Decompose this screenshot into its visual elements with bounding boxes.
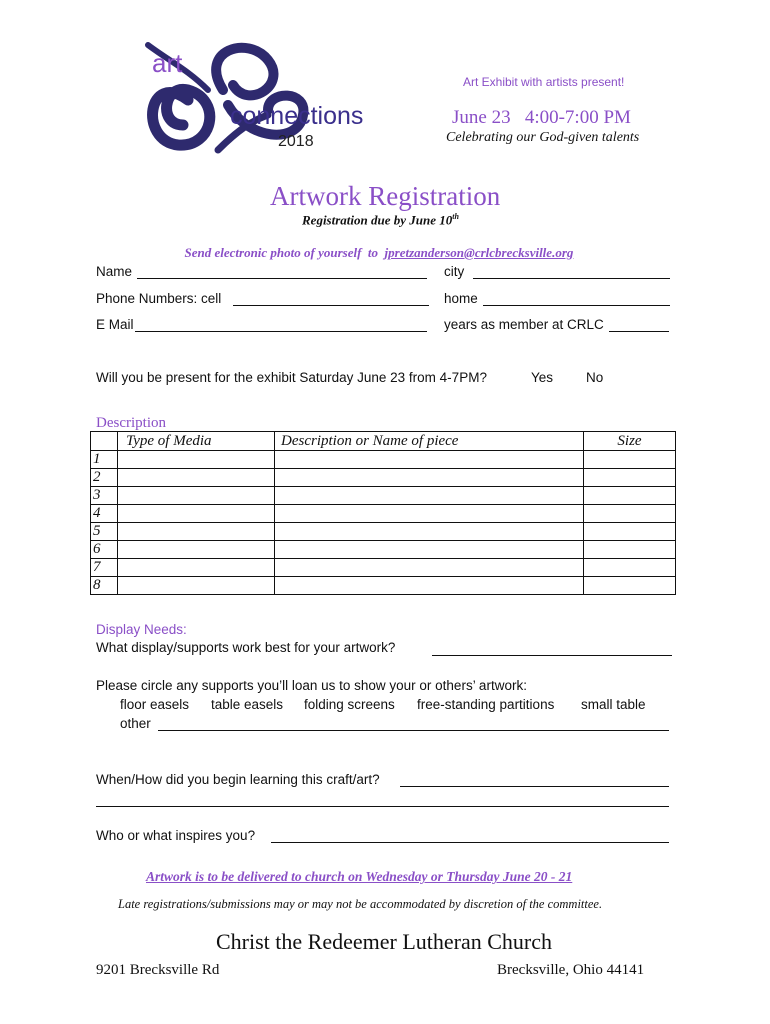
- church-city: Brecksville, Ohio 44141: [497, 962, 645, 978]
- description-cell[interactable]: [275, 469, 584, 487]
- when-question: When/How did you begin learning this craft/art?: [96, 772, 380, 787]
- page-title: Artwork Registration: [270, 181, 501, 211]
- no-option[interactable]: No: [586, 370, 604, 385]
- event-date: June 23 4:00-7:00 PM: [452, 107, 631, 128]
- size-cell[interactable]: [584, 469, 676, 487]
- due-sup: th: [452, 212, 459, 221]
- logo-word-art: art: [152, 48, 183, 78]
- description-table: [90, 431, 676, 595]
- header-type: Type of Media: [118, 432, 275, 451]
- type-cell[interactable]: [118, 505, 275, 523]
- row-number: 4: [91, 505, 118, 523]
- email-field[interactable]: [135, 317, 427, 332]
- size-cell[interactable]: [584, 451, 676, 469]
- yes-option[interactable]: Yes: [531, 370, 554, 385]
- due-date: [302, 212, 459, 228]
- type-cell[interactable]: [118, 451, 275, 469]
- display-answer-field[interactable]: [432, 641, 672, 656]
- size-cell[interactable]: [584, 523, 676, 541]
- type-cell[interactable]: [118, 577, 275, 595]
- tagline: Art Exhibit with artists present!: [463, 75, 625, 89]
- other-field[interactable]: [158, 716, 669, 731]
- when-field-line-2[interactable]: [96, 792, 669, 807]
- logo-year: 2018: [278, 133, 314, 150]
- description-cell[interactable]: [275, 505, 584, 523]
- row-number: 7: [91, 559, 118, 577]
- size-cell[interactable]: [584, 559, 676, 577]
- type-cell[interactable]: [118, 469, 275, 487]
- circle-question: Please circle any supports you’ll loan us to show your or others’ artwork:: [96, 678, 527, 693]
- display-question: What display/supports work best for your artwork?: [96, 640, 396, 655]
- header-size: Size: [584, 432, 676, 451]
- phone-cell-field[interactable]: [233, 291, 429, 306]
- logo-word-connections: connections: [230, 102, 364, 130]
- present-question: Will you be present for the exhibit Saturday June 23 from 4-7PM?: [96, 370, 487, 385]
- description-label: Description: [96, 415, 166, 431]
- description-cell[interactable]: [275, 451, 584, 469]
- support-table-easels[interactable]: table easels: [211, 697, 284, 712]
- phone-label: Phone Numbers: cell: [96, 291, 222, 306]
- type-cell[interactable]: [118, 559, 275, 577]
- late-notice: Late registrations/submissions may or may not be accommodated by discretion of the committee.: [118, 897, 603, 911]
- description-cell[interactable]: [275, 523, 584, 541]
- support-floor-easels[interactable]: floor easels: [120, 697, 190, 712]
- row-number: 1: [91, 451, 118, 469]
- support-folding-screens[interactable]: folding screens: [304, 697, 395, 712]
- support-partitions[interactable]: free-standing partitions: [417, 697, 555, 712]
- logo: [128, 30, 373, 165]
- table-row: [91, 451, 676, 469]
- table-row: [91, 523, 676, 541]
- type-cell[interactable]: [118, 523, 275, 541]
- row-number-header: [91, 432, 118, 451]
- support-small-table[interactable]: small table: [581, 697, 646, 712]
- church-name: Christ the Redeemer Lutheran Church: [216, 929, 553, 954]
- type-cell[interactable]: [118, 487, 275, 505]
- type-cell[interactable]: [118, 541, 275, 559]
- size-cell[interactable]: [584, 541, 676, 559]
- table-row: [91, 577, 676, 595]
- table-row: [91, 505, 676, 523]
- row-number: 5: [91, 523, 118, 541]
- table-row: [91, 541, 676, 559]
- years-field[interactable]: [609, 317, 669, 332]
- event-subtitle: Celebrating our God-given talents: [446, 130, 640, 145]
- other-label: other: [120, 716, 151, 731]
- send-text: Send electronic photo of yourself to: [184, 245, 385, 260]
- size-cell[interactable]: [584, 487, 676, 505]
- description-cell[interactable]: [275, 559, 584, 577]
- size-cell[interactable]: [584, 577, 676, 595]
- description-cell[interactable]: [275, 541, 584, 559]
- description-cell[interactable]: [275, 487, 584, 505]
- row-number: 8: [91, 577, 118, 595]
- send-photo-line: [178, 229, 573, 261]
- row-number: 6: [91, 541, 118, 559]
- size-cell[interactable]: [584, 505, 676, 523]
- row-number: 3: [91, 487, 118, 505]
- name-field[interactable]: [137, 264, 427, 279]
- who-question: Who or what inspires you?: [96, 828, 256, 843]
- due-text: Registration due by June 10: [302, 212, 453, 228]
- header-description: Description or Name of piece: [275, 432, 584, 451]
- table-row: [91, 559, 676, 577]
- row-number: 2: [91, 469, 118, 487]
- name-label: Name: [96, 264, 133, 279]
- city-field[interactable]: [473, 264, 670, 279]
- description-cell[interactable]: [275, 577, 584, 595]
- years-label: years as member at CRLC: [444, 317, 604, 332]
- email-link[interactable]: jpretzanderson@crlcbrecksville.org: [384, 245, 574, 260]
- phone-home-field[interactable]: [483, 291, 670, 306]
- table-header-row: [91, 432, 676, 451]
- table-row: [91, 469, 676, 487]
- city-label: city: [444, 264, 465, 279]
- church-address: 9201 Brecksville Rd: [96, 962, 220, 978]
- display-needs-label: Display Needs:: [96, 622, 187, 637]
- when-field[interactable]: [400, 772, 669, 787]
- delivery-notice: Artwork is to be delivered to church on Wednesday or Thursday June 20 - 21: [146, 869, 573, 884]
- table-row: [91, 487, 676, 505]
- email-label: E Mail: [96, 317, 134, 332]
- home-label: home: [444, 291, 478, 306]
- who-field[interactable]: [271, 828, 669, 843]
